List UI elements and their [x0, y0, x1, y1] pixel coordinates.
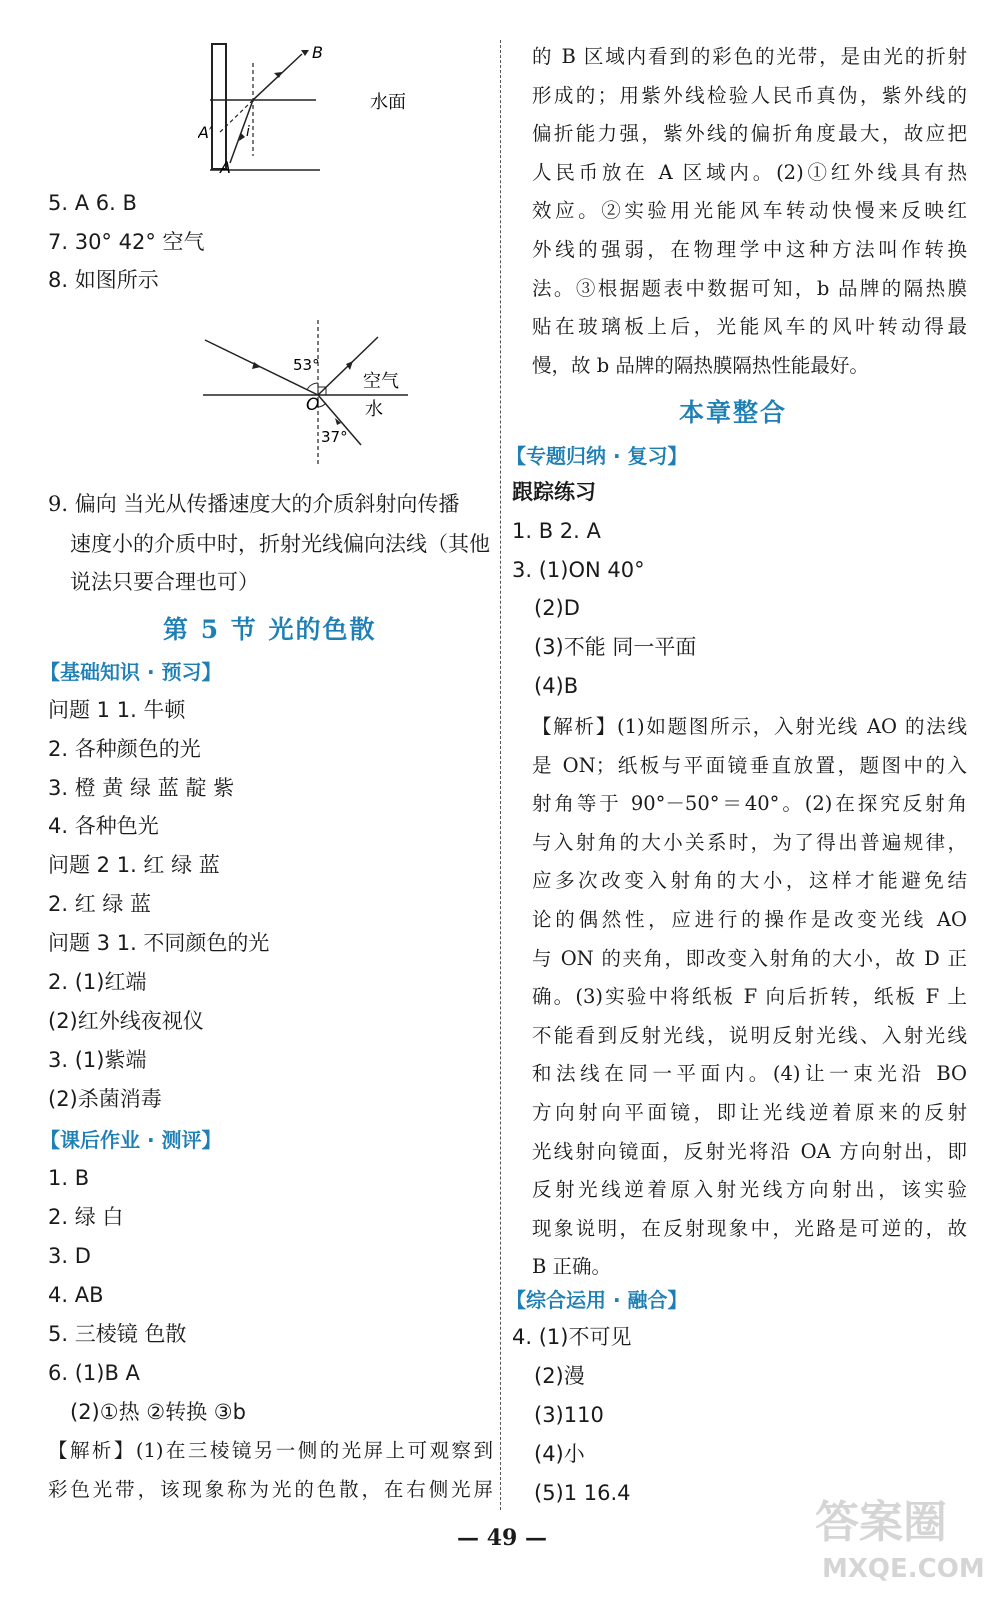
homework-line-1: 1. B [48, 1166, 90, 1190]
analysis-line: 人民币放在 A 区域内。(2)①红外线具有热 [532, 160, 967, 184]
preview-line-5: 问题 2 1. 红 绿 蓝 [48, 853, 220, 877]
preview-line-7: 问题 3 1. 不同颜色的光 [48, 931, 270, 955]
topic-line-5: (4)B [534, 674, 579, 698]
apply-line-1: 4. (1)不可见 [512, 1325, 632, 1349]
analysis-line: 与入射角的大小关系时，为了得出普遍规律， [532, 830, 967, 854]
bracket-topic-review: 【专题归纳 · 复习】 [506, 444, 688, 468]
fig1-label-water: 水面 [370, 92, 406, 113]
bracket-homework: 【课后作业 · 测评】 [40, 1128, 222, 1152]
answer-9-line1: 9. 偏向 当光从传播速度大的介质斜射向传播 [48, 492, 460, 516]
analysis-line: 彩色光带，该现象称为光的色散，在右侧光屏 [48, 1477, 493, 1501]
apply-line-4: (4)小 [534, 1442, 585, 1466]
answer-9-line2: 速度小的介质中时，折射光线偏向法线（其他 [70, 532, 490, 556]
preview-line-4: 4. 各种色光 [48, 814, 159, 838]
bracket-comprehensive: 【综合运用 · 融合】 [506, 1288, 688, 1312]
analysis-line: 应多次改变入射角的大小，这样才能避免结 [532, 869, 967, 893]
fig2-angle-bottom: 37° [321, 428, 348, 446]
preview-line-2: 2. 各种颜色的光 [48, 737, 201, 761]
preview-line-6: 2. 红 绿 蓝 [48, 892, 152, 916]
analysis-line: 偏折能力强，紫外线的偏折角度最大，故应把 [532, 122, 967, 146]
analysis-line: 现象说明，在反射现象中，光路是可逆的，故 [532, 1216, 967, 1240]
preview-line-9: (2)红外线夜视仪 [48, 1009, 204, 1033]
analysis-line: 形成的；用紫外线检验人民币真伪，紫外线的 [532, 83, 967, 107]
analysis-line: 【解析】(1)如题图所示，入射光线 AO 的法线 [532, 715, 967, 738]
left-column [40, 0, 493, 1600]
homework-line-2: 2. 绿 白 [48, 1205, 124, 1229]
homework-analysis [48, 1432, 493, 1509]
fig1-label-a-prime: A′ [198, 123, 213, 142]
fig1-label-a: A [220, 158, 231, 177]
answer-5-6: 5. A 6. B [48, 191, 137, 215]
fig2-label-water: 水 [365, 399, 383, 420]
analysis-line: 和法线在同一平面内。(4)让一束光沿 BO [532, 1062, 967, 1086]
apply-line-2: (2)漫 [534, 1364, 585, 1388]
page-number: — 49 — [457, 1525, 547, 1551]
column-divider [500, 40, 501, 1510]
preview-line-10: 3. (1)紫端 [48, 1048, 147, 1072]
analysis-line: 慢，故 b 品牌的隔热膜隔热性能最好。 [532, 353, 869, 377]
topic-line-3: (2)D [534, 596, 580, 620]
apply-line-3: (3)110 [534, 1403, 604, 1427]
analysis-line: 射角等于 90°－50°＝40°。(2)在探究反射角 [532, 792, 967, 816]
analysis-line: 论的偶然性，应进行的操作是改变光线 AO [532, 907, 967, 931]
analysis-line: B 正确。 [532, 1255, 612, 1279]
analysis-line: 法。③根据题表中数据可知，b 品牌的隔热膜 [532, 276, 967, 300]
analysis-line: 的 B 区域内看到的彩色的光带，是由光的折射 [532, 45, 967, 68]
homework-line-5: 5. 三棱镜 色散 [48, 1322, 187, 1346]
fig1-label-b: B [312, 43, 323, 62]
analysis-line: 确。(3)实验中将纸板 F 向后折转，纸板 F 上 [532, 985, 967, 1009]
topic-line-2: 3. (1)ON 40° [512, 558, 645, 582]
analysis-line: 光线射向镜面，反射光将沿 OA 方向射出，即 [532, 1139, 967, 1163]
analysis-line: 是 ON；纸板与平面镜垂直放置，题图中的入 [532, 753, 967, 777]
topic-line-1: 1. B 2. A [512, 519, 601, 543]
homework-line-6: 6. (1)B A [48, 1361, 140, 1385]
preview-line-1: 问题 1 1. 牛顿 [48, 698, 186, 722]
chapter-summary-title: 本章整合 [679, 398, 788, 427]
analysis-line: 与 ON 的夹角，即改变入射角的大小，故 D 正 [532, 946, 967, 970]
watermark-text-2: MXQE.COM [822, 1554, 985, 1584]
analysis-continued [532, 38, 967, 385]
analysis-line: 不能看到反射光线，说明反射光线、入射光线 [532, 1023, 967, 1047]
analysis-line: 方向射向平面镜，即让光线逆着原来的反射 [532, 1100, 967, 1124]
preview-line-11: (2)杀菌消毒 [48, 1087, 162, 1111]
topic-analysis [532, 708, 967, 1287]
analysis-line: 贴在玻璃板上后，光能风车的风叶转动得最 [532, 315, 967, 339]
refraction-figure-1 [198, 38, 478, 178]
apply-line-5: (5)1 16.4 [534, 1481, 631, 1505]
analysis-line: 外线的强弱，在物理学中这种方法叫作转换 [532, 237, 967, 261]
preview-line-8: 2. (1)红端 [48, 970, 147, 994]
preview-line-3: 3. 橙 黄 绿 蓝 靛 紫 [48, 776, 235, 800]
analysis-line: 效应。②实验用光能风车转动快慢来反映红 [532, 199, 967, 223]
watermark-text-1: 答案圈 [815, 1497, 947, 1548]
fig1-label-i: i [246, 124, 250, 140]
fig2-label-air: 空气 [363, 371, 399, 392]
homework-line-4: 4. AB [48, 1283, 104, 1307]
topic-line-4: (3)不能 同一平面 [534, 635, 697, 659]
bracket-basic-preview: 【基础知识 · 预习】 [40, 660, 222, 684]
analysis-line: 反射光线逆着原入射光线方向射出，该实验 [532, 1178, 967, 1202]
answer-9-line3: 说法只要合理也可） [70, 570, 259, 594]
refraction-figure-2 [193, 315, 423, 470]
homework-line-3: 3. D [48, 1244, 91, 1268]
answer-7: 7. 30° 42° 空气 [48, 230, 205, 254]
watermark-logo [810, 1485, 985, 1590]
analysis-line: 【解析】(1)在三棱镜另一侧的光屏上可观察到 [48, 1439, 493, 1462]
right-column [506, 0, 967, 1600]
track-practice-label: 跟踪练习 [512, 479, 596, 504]
fig2-label-o: O [306, 395, 320, 415]
fig2-angle-top: 53° [293, 356, 320, 374]
answer-8: 8. 如图所示 [48, 268, 159, 292]
section-5-title: 第 5 节 光的色散 [163, 615, 377, 644]
homework-line-7: (2)①热 ②转换 ③b [70, 1400, 246, 1424]
